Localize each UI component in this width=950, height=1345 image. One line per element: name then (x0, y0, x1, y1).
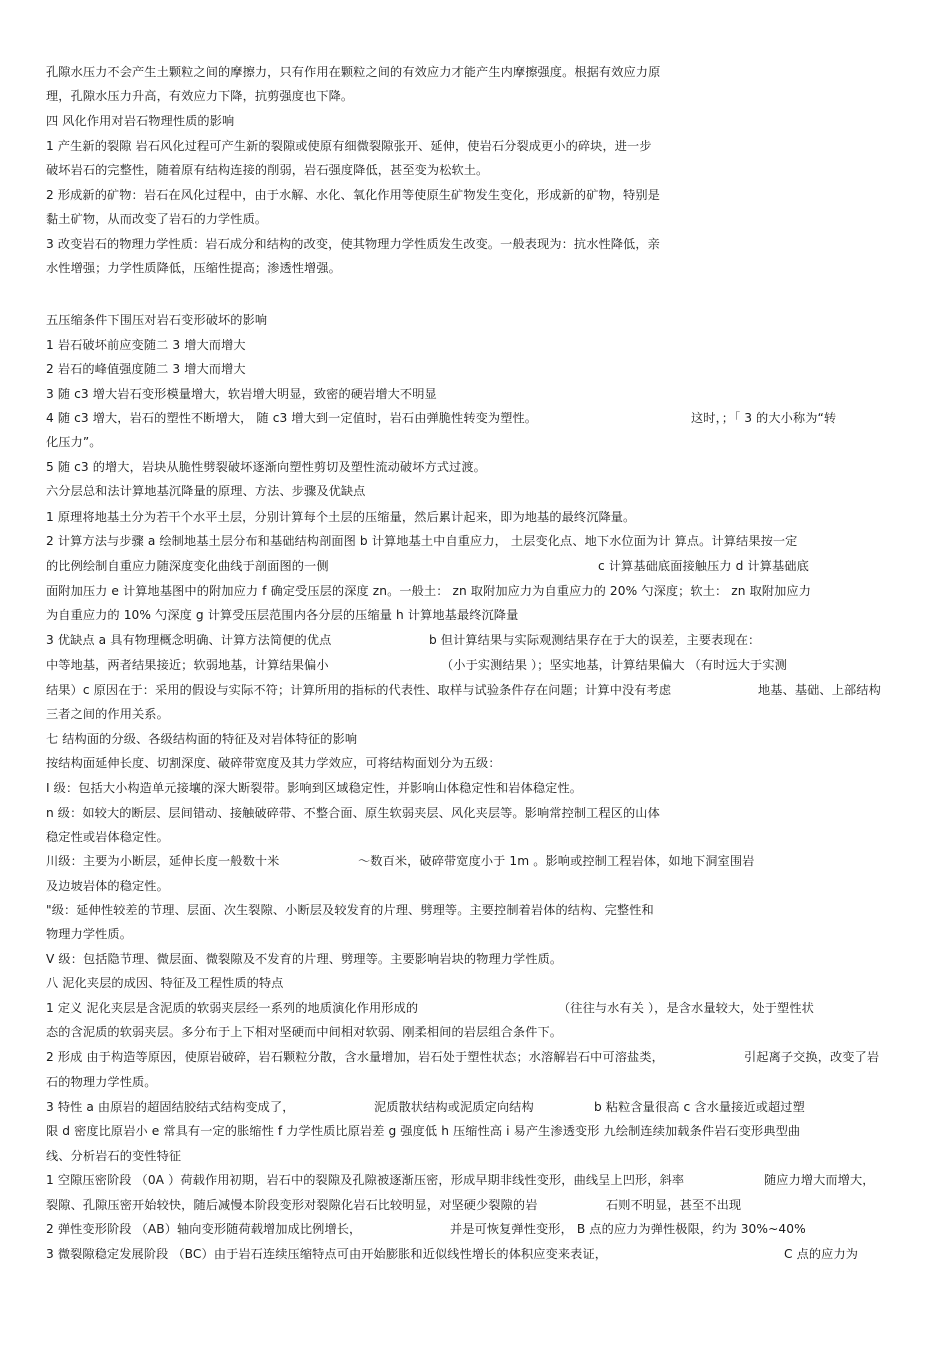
text-segment: 六分层总和法计算地基沉降量的原理、方法、步骤及优缺点 (46, 484, 366, 498)
text-segment: V 级：包括隐节理、微层面、微裂隙及不发育的片理、劈理等。主要影响岩块的物理力学性质。 (46, 952, 563, 966)
text-segment: 中等地基，两者结果接近；软弱地基，计算结果偏小 (46, 658, 329, 672)
text-segment: 5 随 c3 的增大，岩块从脆性劈裂破坏逐渐向塑性剪切及塑性流动破坏方式过渡。 (46, 460, 486, 474)
text-segment: 地基、基础、上部结构 (758, 683, 881, 697)
text-segment: 泥质散状结构或泥质定向结构 (374, 1100, 534, 1114)
text-segment: 石则不明显，甚至不出现 (606, 1198, 742, 1212)
text-segment: 物理力学性质。 (46, 927, 133, 941)
text-segment: 1 空隙压密阶段 （0A ）荷载作用初期，岩石中的裂隙及孔隙被逐渐压密，形成早期非线性变形，曲线呈上凹形，斜率 (46, 1173, 685, 1187)
text-segment: 态的含泥质的软弱夹层。多分布于上下相对坚硬而中间相对软弱、刚柔相间的岩层组合条件下。 (46, 1025, 563, 1039)
text-segment: （往往与水有关 ），是含水量较大，处于塑性状 (558, 1001, 814, 1015)
text-segment: 3 随 c3 增大岩石变形模量增大，软岩增大明显，致密的硬岩增大不明显 (46, 387, 437, 401)
text-segment: 五压缩条件下围压对岩石变形破坏的影响 (46, 313, 268, 327)
text-segment: 破坏岩石的完整性，随着原有结构连接的削弱，岩石强度降低，甚至变为松软土。 (46, 163, 489, 177)
text-segment: 理，孔隙水压力升高，有效应力下降，抗剪强度也下降。 (46, 89, 354, 103)
text-segment: 面附加压力 e 计算地基图中的附加应力 f 确定受压层的深度 zn。一般土： zn 取附加应力为自重应力的 20% 勺深度；软土： zn 取附加应力 (46, 584, 812, 598)
text-segment: 八 泥化夹层的成因、特征及工程性质的特点 (46, 976, 284, 990)
text-segment: 的比例绘制自重应力随深度变化曲线于剖面图的一侧 (46, 559, 329, 573)
text-segment: 结果）c 原因在于：采用的假设与实际不符；计算所用的指标的代表性、取样与试验条件存在问题；计算中没有考虑 (46, 683, 672, 697)
text-segment: 限 d 密度比原岩小 e 常具有一定的胀缩性 f 力学性质比原岩差 g 强度低 h 压缩性高 i 易产生渗透变形 九绘制连续加载条件岩石变形典型曲 (46, 1124, 801, 1138)
text-segment: 裂隙、孔隙压密开始较快，随后减慢本阶段变形对裂隙化岩石比较明显，对坚硬少裂隙的岩 (46, 1198, 538, 1212)
text-segment: 这时，；「 3 的大小称为“转 (691, 411, 837, 425)
text-segment: 2 弹性变形阶段 （AB）轴向变形随荷载增加成比例增长， (46, 1222, 362, 1236)
text-segment: 4 随 c3 增大，岩石的塑性不断增大， 随 c3 增大到一定值时，岩石由弹脆性转变为塑性。 (46, 411, 538, 425)
text-segment: 3 改变岩石的物理力学性质：岩石成分和结构的改变，使其物理力学性质发生改变。一般表现为：抗水性降低，亲 (46, 237, 660, 251)
text-segment: 三者之间的作用关系。 (46, 707, 169, 721)
text-segment: 稳定性或岩体稳定性。 (46, 830, 169, 844)
text-segment: 为自重应力的 10% 勺深度 g 计算受压层范围内各分层的压缩量 h 计算地基最终沉降量 (46, 608, 519, 622)
text-segment: 3 微裂隙稳定发展阶段 （BC）由于岩石连续压缩特点可由开始膨胀和近似线性增长的体积应变来表证， (46, 1247, 608, 1261)
text-segment: I 级：包括大小构造单元接壤的深大断裂带。影响到区域稳定性，并影响山体稳定性和岩体稳定性。 (46, 781, 583, 795)
text-segment: n 级：如较大的断层、层间错动、接触破碎带、不整合面、原生软弱夹层、风化夹层等。影响常控制工程区的山体 (46, 806, 660, 820)
text-segment: 黏土矿物，从而改变了岩石的力学性质。 (46, 212, 268, 226)
text-segment: 随应力增大而增大， (764, 1173, 875, 1187)
text-segment: C 点的应力为 (784, 1247, 859, 1261)
text-segment: 线、分析岩石的变性特征 (46, 1149, 182, 1163)
text-segment: 1 原理将地基土分为若干个水平土层，分别计算每个土层的压缩量，然后累计起来，即为地基的最终沉降量。 (46, 510, 636, 524)
text-segment: 化压力”。 (46, 435, 102, 449)
text-segment: 按结构面延伸长度、切割深度、破碎带宽度及其力学效应，可将结构面划分为五级： (46, 756, 501, 770)
text-segment: （小于实测结果 ）；坚实地基，计算结果偏大 （有时远大于实测 (441, 658, 787, 672)
text-segment: 2 形成 由于构造等原因，使原岩破碎，岩石颗粒分散，含水量增加，岩石处于塑性状态；水溶解岩石中可溶盐类， (46, 1050, 664, 1064)
text-segment: 2 形成新的矿物：岩石在风化过程中，由于水解、水化、氧化作用等使原生矿物发生变化，形成新的矿物，特别是 (46, 188, 660, 202)
text-segment: 及边坡岩体的稳定性。 (46, 879, 169, 893)
text-segment: 1 产生新的裂隙 岩石风化过程可产生新的裂隙或使原有细微裂隙张开、延伸，使岩石分裂成更小的碎块，进一步 (46, 139, 652, 153)
text-segment: 并是可恢复弹性变形， B 点的应力为弹性极限，约为 30%~40% (450, 1222, 806, 1236)
text-segment: 孔隙水压力不会产生土颗粒之间的摩擦力，只有作用在颗粒之间的有效应力才能产生内摩擦强度。根据有效应力原 (46, 65, 661, 79)
text-segment: b 粘粒含量很高 c 含水量接近或超过塑 (594, 1100, 805, 1114)
text-segment: ～数百米，破碎带宽度小于 1m 。影响或控制工程岩体，如地下洞室围岩 (358, 854, 755, 868)
text-segment: 水性增强；力学性质降低，压缩性提高；渗透性增强。 (46, 261, 341, 275)
text-segment: c 计算基础底面接触压力 d 计算基础底 (598, 559, 809, 573)
text-segment: 七 结构面的分级、各级结构面的特征及对岩体特征的影响 (46, 732, 358, 746)
text-segment: 引起离子交换，改变了岩 (744, 1050, 880, 1064)
text-segment: b 但计算结果与实际观测结果存在于大的误差，主要表现在： (429, 633, 761, 647)
text-segment: 1 定义 泥化夹层是含泥质的软弱夹层经一系列的地质演化作用形成的 (46, 1001, 419, 1015)
text-segment: 四 风化作用对岩石物理性质的影响 (46, 114, 235, 128)
text-segment: 2 计算方法与步骤 a 绘制地基土层分布和基础结构剖面图 b 计算地基土中自重应力， 土层变化点、地下水位面为计 算点。计算结果按一定 (46, 534, 798, 548)
text-segment: 1 岩石破坏前应变随二 3 增大而增大 (46, 338, 246, 352)
text-segment: 2 岩石的峰值强度随二 3 增大而增大 (46, 362, 246, 376)
text-segment: 3 特性 a 由原岩的超固结胶结式结构变成了， (46, 1100, 295, 1114)
text-segment: "级：延伸性较差的节理、层面、次生裂隙、小断层及较发育的片理、劈理等。主要控制着岩体的结构、完整性和 (46, 903, 654, 917)
text-segment: 3 优缺点 a 具有物理概念明确、计算方法简便的优点 (46, 633, 332, 647)
text-segment: 川级：主要为小断层，延伸长度一般数十米 (46, 854, 280, 868)
text-segment: 石的物理力学性质。 (46, 1075, 157, 1089)
